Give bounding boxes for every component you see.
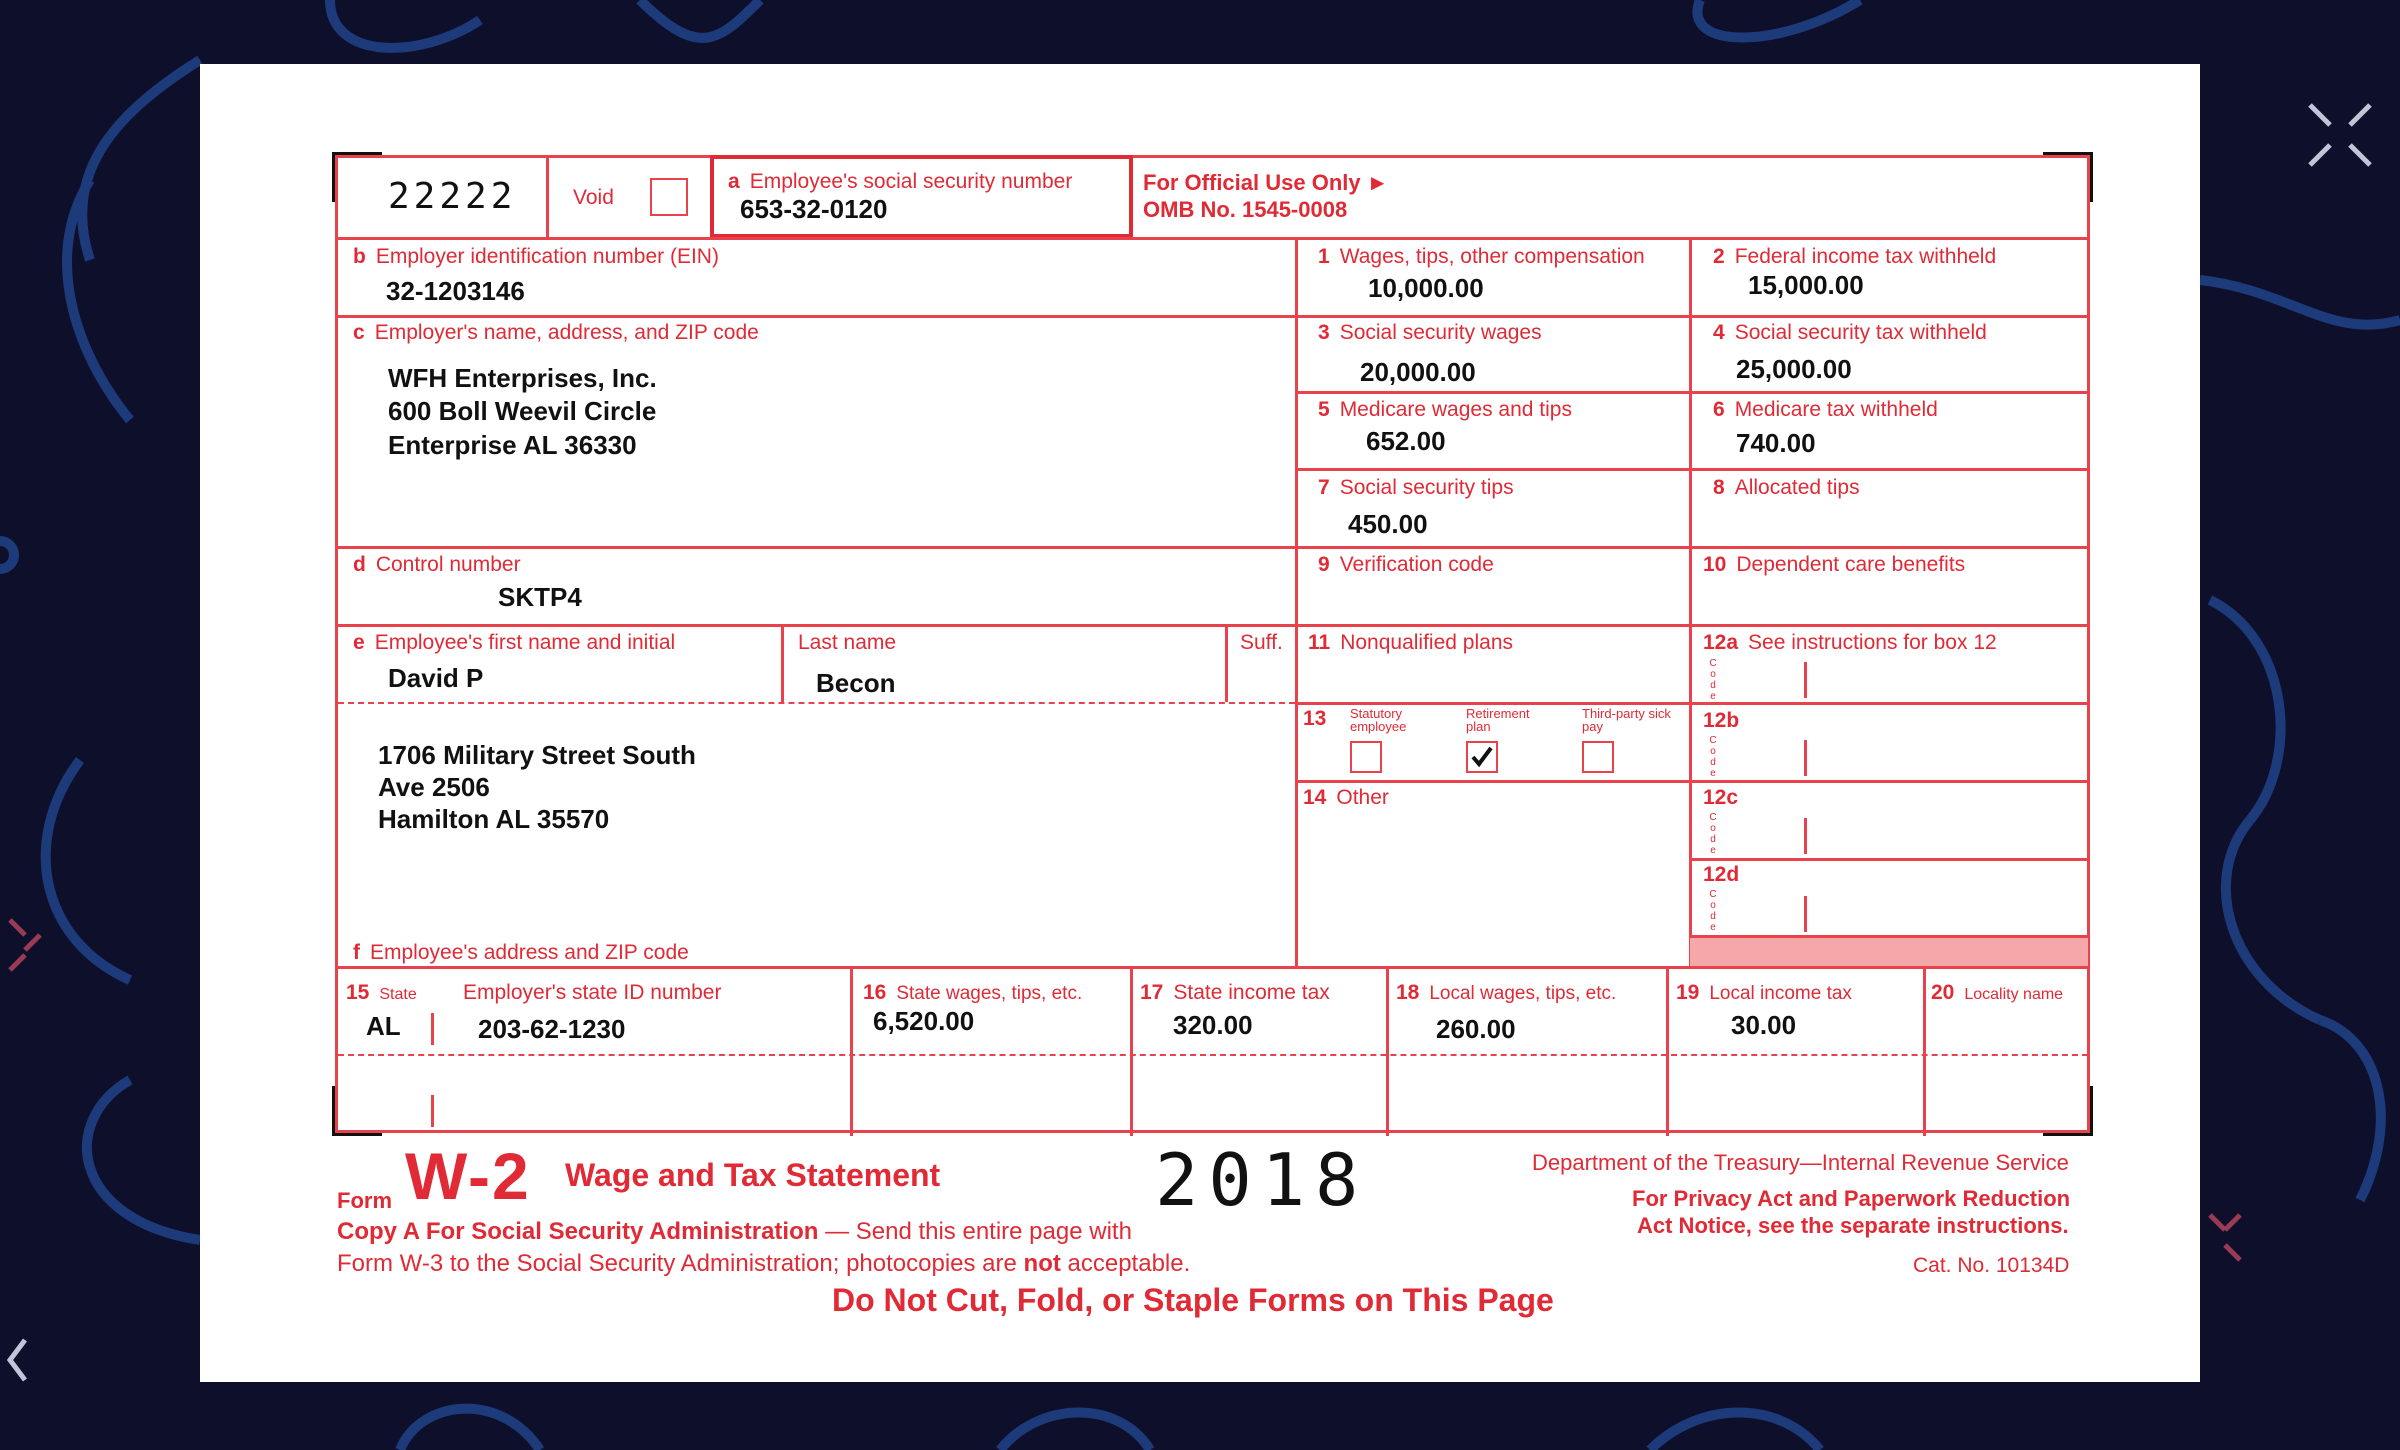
box5-value: 652.00 (1366, 426, 1446, 456)
state-value: AL (366, 1011, 401, 1041)
box13-number: 13 (1303, 707, 1327, 730)
box20-label: 20 Locality name (1931, 981, 2064, 1004)
box12b-label: 12b (1703, 709, 1740, 732)
catalog-number: Cat. No. 10134D (1913, 1254, 2070, 1277)
third-party-sick-pay-label: Third-party sick pay (1582, 706, 1671, 734)
void-label: Void (573, 186, 614, 209)
omb-number: OMB No. 1545-0008 (1143, 197, 1348, 222)
ein-label: b Employer identification number (EIN) (353, 245, 719, 268)
copy-a-line: Copy A For Social Security Administration — Send this entire page with (337, 1218, 1132, 1245)
box18-value: 260.00 (1436, 1014, 1516, 1044)
box8-label: 8 Allocated tips (1713, 476, 1860, 499)
box12c-label: 12c (1703, 786, 1739, 809)
box4-label: 4 Social security tax withheld (1713, 321, 1987, 344)
box2-value: 15,000.00 (1748, 270, 1864, 300)
box5-label: 5 Medicare wages and tips (1318, 398, 1572, 421)
box7-value: 450.00 (1348, 509, 1428, 539)
void-checkbox[interactable] (650, 178, 688, 216)
irs-department: Department of the Treasury—Internal Revenue Service (1532, 1150, 2069, 1175)
employer-label: c Employer's name, address, and ZIP code (353, 321, 759, 344)
code-vertical-label: C o d e (1709, 889, 1717, 933)
box12d-label: 12d (1703, 863, 1740, 886)
code-vertical-label: C o d e (1709, 812, 1717, 856)
box17-value: 320.00 (1173, 1010, 1253, 1040)
form-word: Form (337, 1188, 392, 1213)
official-use-label: For Official Use Only ► (1143, 170, 1389, 195)
do-not-cut-notice: Do Not Cut, Fold, or Staple Forms on This Page (832, 1282, 1554, 1318)
box6-value: 740.00 (1736, 428, 1816, 458)
box19-label: 19 Local income tax (1676, 981, 1852, 1004)
box1-value: 10,000.00 (1368, 273, 1484, 303)
wage-tax-statement-title: Wage and Tax Statement (565, 1157, 941, 1193)
employer-street: 600 Boll Weevil Circle (388, 396, 657, 426)
code-vertical-label: C o d e (1709, 735, 1717, 779)
state-id-value: 203-62-1230 (478, 1014, 626, 1044)
box15-label: 15 State (346, 981, 417, 1004)
tax-year: 2018 (1155, 1138, 1369, 1222)
statutory-employee-checkbox[interactable] (1350, 741, 1382, 773)
box7-label: 7 Social security tips (1318, 476, 1514, 499)
privacy-act-line1: For Privacy Act and Paperwork Reduction (1632, 1186, 2071, 1211)
last-name-label: Last name (798, 631, 897, 654)
control-number-value: SKTP4 (498, 582, 582, 612)
box16-label: 16 State wages, tips, etc. (863, 981, 1083, 1004)
employee-apt: Ave 2506 (378, 772, 490, 802)
box6-label: 6 Medicare tax withheld (1713, 398, 1938, 421)
box3-label: 3 Social security wages (1318, 321, 1542, 344)
control-number-label: d Control number (353, 553, 521, 576)
w2-form-grid (335, 155, 2090, 1133)
box1-label: 1 Wages, tips, other compensation (1318, 245, 1645, 268)
employee-address-label: f Employee's address and ZIP code (353, 941, 689, 964)
first-name-label: e Employee's first name and initial (353, 631, 676, 654)
shaded-box (1690, 935, 2088, 966)
box17-label: 17 State income tax (1140, 981, 1330, 1004)
code-vertical-label: C o d e (1709, 658, 1717, 702)
last-name-value: Becon (816, 668, 896, 698)
box19-value: 30.00 (1731, 1010, 1797, 1040)
box2-label: 2 Federal income tax withheld (1713, 245, 1997, 268)
privacy-act-line2: Act Notice, see the separate instructions. (1637, 1213, 2069, 1238)
box10-label: 10 Dependent care benefits (1703, 553, 1966, 576)
box9-label: 9 Verification code (1318, 553, 1494, 576)
third-party-sick-pay-checkbox[interactable] (1582, 741, 1614, 773)
statutory-employee-label: Statutory employee (1350, 706, 1407, 734)
employee-city: Hamilton AL 35570 (378, 804, 610, 834)
checkmark-icon (1468, 743, 1496, 771)
employer-state-id-label: Employer's state ID number (463, 981, 722, 1004)
ssn-value: 653-32-0120 (740, 194, 888, 224)
first-name-value: David P (388, 663, 484, 693)
form-w2-title: W-2 (405, 1139, 531, 1213)
box14-label: 14 Other (1303, 786, 1389, 809)
ssn-label: a Employee's social security number (728, 170, 1073, 193)
box16-value: 6,520.00 (873, 1006, 975, 1036)
control-code: 22222 (388, 176, 517, 217)
employee-street: 1706 Military Street South (378, 740, 696, 770)
box4-value: 25,000.00 (1736, 354, 1852, 384)
w3-line: Form W-3 to the Social Security Administration; photocopies are not acceptable. (337, 1250, 1191, 1277)
retirement-plan-label: Retirement plan (1466, 706, 1530, 734)
suffix-label: Suff. (1240, 631, 1283, 654)
retirement-plan-checkbox[interactable] (1466, 741, 1498, 773)
box12a-label: 12a See instructions for box 12 (1703, 631, 1997, 654)
box18-label: 18 Local wages, tips, etc. (1396, 981, 1617, 1004)
box11-label: 11 Nonqualified plans (1308, 631, 1513, 654)
ein-value: 32-1203146 (386, 276, 525, 306)
box3-value: 20,000.00 (1360, 357, 1476, 387)
employer-name: WFH Enterprises, Inc. (388, 363, 657, 393)
employer-city: Enterprise AL 36330 (388, 430, 637, 460)
